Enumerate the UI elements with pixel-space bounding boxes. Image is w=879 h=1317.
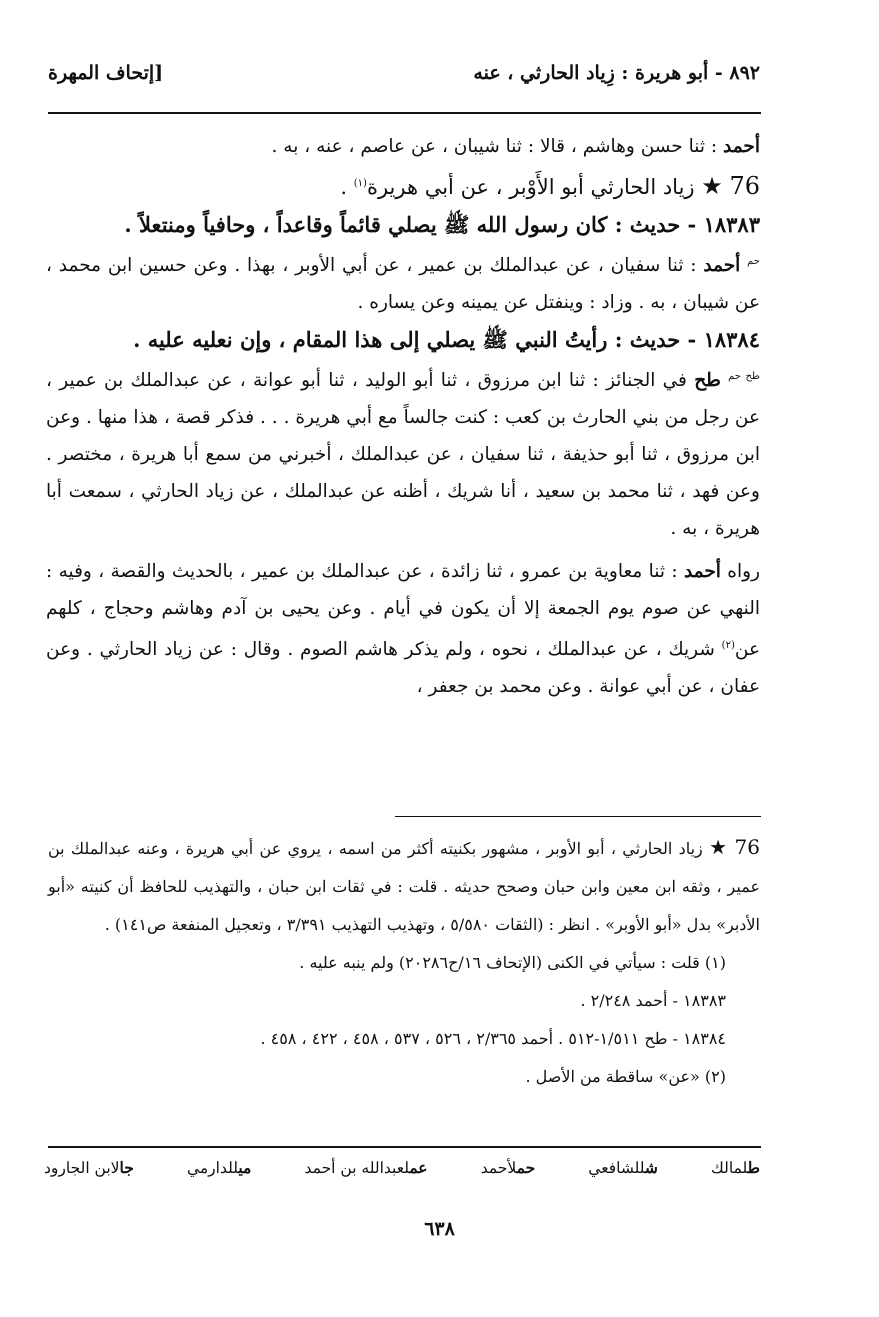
footnote-entry-number: 76: [734, 835, 760, 859]
footnote-2: (٢) «عن» ساقطة من الأصل .: [525, 1067, 726, 1086]
source-name: طح: [694, 370, 721, 392]
entry-end: .: [340, 175, 348, 199]
page-number: ٦٣٨: [424, 1218, 455, 1240]
header-title: ٨٩٢ - أبو هريرة : زِياد الحارثي ، عنه: [473, 62, 760, 84]
hadith-text: - حديث : كان رسول الله ﷺ يصلي قائماً وقاعداً ، وحافياً ومنتعلاً .: [124, 212, 697, 237]
paragraph-2: [46, 358, 760, 547]
hadith-number: ١٨٣٨٤: [703, 327, 760, 353]
paragraph-text: : ثنا معاوية بن عمرو ، ثنا زائدة ، عن عبدالملك بن عمير ، بالحديث والقصة ، وفيه : النهي عن صوم يوم الجمعة إلا أن يكون في أيام . وعن يحيى بن آدم وهاشم وحجاج ، كلهم عن: [46, 561, 760, 661]
source-name: أحمد: [703, 255, 741, 277]
hadith-number: ١٨٣٨٣: [703, 212, 760, 237]
abbr-item: طلمالك: [711, 1158, 760, 1177]
hadith-heading-18384: [46, 321, 760, 358]
footnotes: [48, 828, 760, 1096]
source-symbol: طح حم: [728, 371, 760, 383]
hadith-heading-18383: [46, 206, 760, 243]
star-icon: ★: [701, 172, 723, 200]
entry-title: زياد الحارثي أبو الأَوْبر ، عن أبي هريرة: [366, 175, 695, 199]
paragraph-text: في الجنائز : ثنا ابن مرزوق ، ثنا أبو الوليد ، ثنا أبو عوانة ، عن عبدالملك بن عمير ، عن رجل من بني الحارث بن كعب : كنت جالساً مع أبي هريرة . . . فذكر قصة ، هذا منها . وعن ابن مرزوق ، ثنا أبو حذيفة ، ثنا سفيان ، عن عبدالملك ، أخبرني من سمع أبا هريرة ، مختصر . وعن فهد ، ثنا محمد بن سعيد ، أنا شريك ، أظنه عن عبدالملك ، عن زياد الحارثي ، سمعت أبا هريرة ، به .: [46, 370, 760, 540]
footnote-ref: (١): [353, 178, 367, 189]
main-text: [46, 128, 760, 705]
abbr-item: حملأحمد: [480, 1158, 536, 1177]
abbreviations-legend: [44, 1158, 760, 1177]
source-symbol: حم: [747, 256, 760, 267]
paragraph-1: [46, 243, 760, 321]
star-icon: ★: [709, 835, 729, 859]
paragraph-text: شريك ، عن عبدالملك ، نحوه ، ولم يذكر هاشم الصوم . وقال : عن زياد الحارثي . وعن عفان ، عن أبي عوانة . وعن محمد بن جعفر ،: [46, 639, 760, 698]
paragraph-3: [46, 553, 760, 705]
abbr-item: شللشافعي: [588, 1158, 658, 1177]
abbr-item: ميللدارمي: [186, 1158, 252, 1177]
header-book-title: [إتحاف المهرة: [48, 62, 164, 84]
footnote-separator: [395, 816, 761, 817]
hadith-text: - حديث : رأيتُ النبي ﷺ يصلي إلى هذا المقام ، وإن نعليه عليه .: [133, 327, 697, 353]
footnote-text: زياد الحارثي ، أبو الأوبر ، مشهور بكنيته أكثر من اسمه ، يروي عن أبي هريرة ، وعنه عبدالملك بن عمير ، وثقه ابن معين وابن حبان وصحح حديثه . قلت : في ثقات ابن حبان ، والتهذيب للحافظ أن كنيته «أبو الأدبر» بدل «أبو الأوبر» . انظر : (الثقات ٥/٥٨٠ ، وتهذيب التهذيب ٣/٣٩١ ، وتعجيل المنفعة ص١٤١) .: [48, 839, 761, 934]
paragraph-text: : ثنا سفيان ، عن عبدالملك بن عمير ، عن أبي الأوبر ، بهذا . وعن حسين ابن محمد ، عن شيبان ، به . وزاد : وينفتل عن يمينه وعن يساره .: [46, 255, 760, 314]
footnote-1: (١) قلت : سيأتي في الكنى (الإتحاف ١٦/ح٢٠٢٨٦) ولم ينبه عليه .: [299, 953, 726, 972]
footnote-ref-18383: ١٨٣٨٣ - أحمد ٢/٢٤٨ .: [580, 991, 726, 1010]
chain-text: : ثنا حسن وهاشم ، قالا : ثنا شيبان ، عن عاصم ، عنه ، به .: [271, 136, 718, 157]
footnote-ref: (٢): [721, 640, 735, 652]
source-name: أحمد: [683, 561, 721, 583]
narrator-entry: [46, 165, 760, 206]
abbr-item: عملعبدالله بن أحمد: [304, 1158, 428, 1177]
paragraph-text: رواه: [727, 561, 760, 583]
entry-number: 76: [729, 172, 760, 200]
line-chain: [46, 128, 760, 165]
running-header: [48, 62, 760, 96]
abbr-item: جالابن الجارود: [44, 1158, 134, 1177]
footnote-ref-18384: ١٨٣٨٤ - طح ١/٥١١-٥١٢ . أحمد ٢/٣٦٥ ، ٥٢٦ ، ٥٣٧ ، ٤٥٨ ، ٤٢٢ ، ٤٥٨ .: [260, 1029, 726, 1048]
header-rule: [48, 112, 761, 114]
source-name: أحمد: [723, 136, 760, 157]
abbreviations-rule: [48, 1146, 761, 1148]
footnote-narrator: [48, 828, 760, 944]
